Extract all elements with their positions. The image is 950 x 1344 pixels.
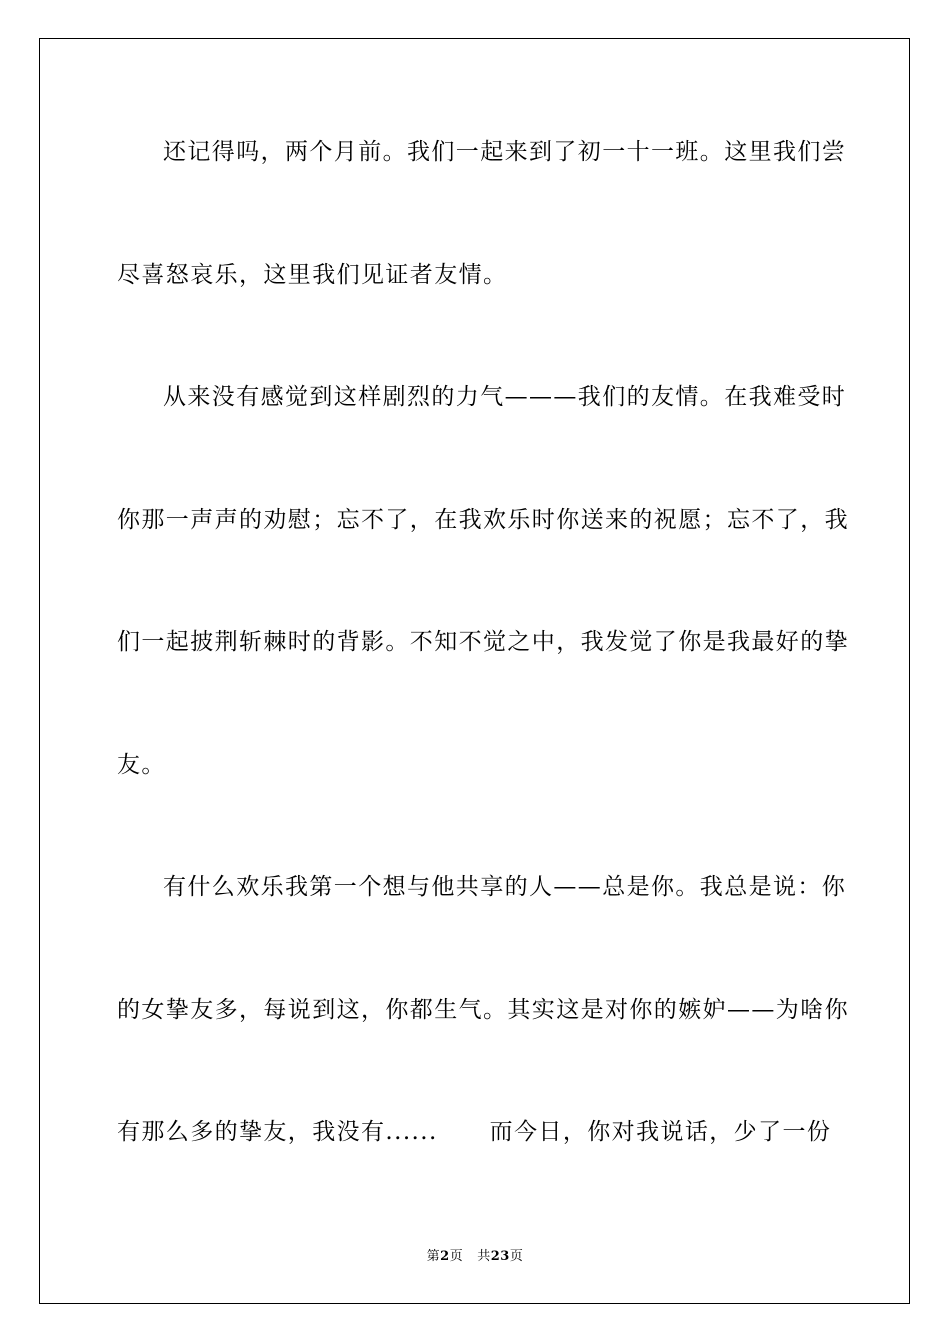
page-number: 2 xyxy=(440,1249,450,1264)
paragraph-4-line-1: 而今日，你对我说话，少了一份 xyxy=(489,1119,832,1145)
paragraph-2-line-3: 们一起披荆斩棘时的背影。不知不觉之中，我发觉了你是我最好的挚 xyxy=(117,629,849,655)
paragraph-3-line-3 xyxy=(117,1106,833,1229)
paragraph-1-line-1: 还记得吗，两个月前。我们一起来到了初一十一班。这里我们尝 xyxy=(163,139,847,165)
paragraph-3-line-3-start: 有那么多的挚友，我没有...... xyxy=(117,1119,438,1145)
paragraph-1-line-2: 尽喜怒哀乐，这里我们见证者友情。 xyxy=(117,261,508,288)
total-suffix: 页 xyxy=(509,1249,524,1264)
page-suffix: 页 xyxy=(449,1249,464,1264)
paragraph-3-line-2: 的女挚友多，每说到这，你都生气。其实这是对你的嫉妒——为啥你 xyxy=(117,996,849,1023)
paragraph-2-line-2: 你那一声声的劝慰；忘不了，在我欢乐时你送来的祝愿；忘不了，我 xyxy=(117,506,849,533)
paragraph-2-line-4: 友。 xyxy=(117,751,166,778)
total-prefix: 共 xyxy=(477,1249,491,1264)
page-prefix: 第 xyxy=(426,1249,441,1264)
paragraph-2-line-1: 从来没有感觉到这样剧烈的力气———我们的友情。在我难受时 xyxy=(163,384,847,410)
document-body xyxy=(117,126,849,1229)
paragraph-3-line-1: 有什么欢乐我第一个想与他共享的人——总是你。我总是说：你 xyxy=(163,874,847,900)
page-footer xyxy=(0,1248,950,1266)
total-pages: 23 xyxy=(490,1249,510,1264)
